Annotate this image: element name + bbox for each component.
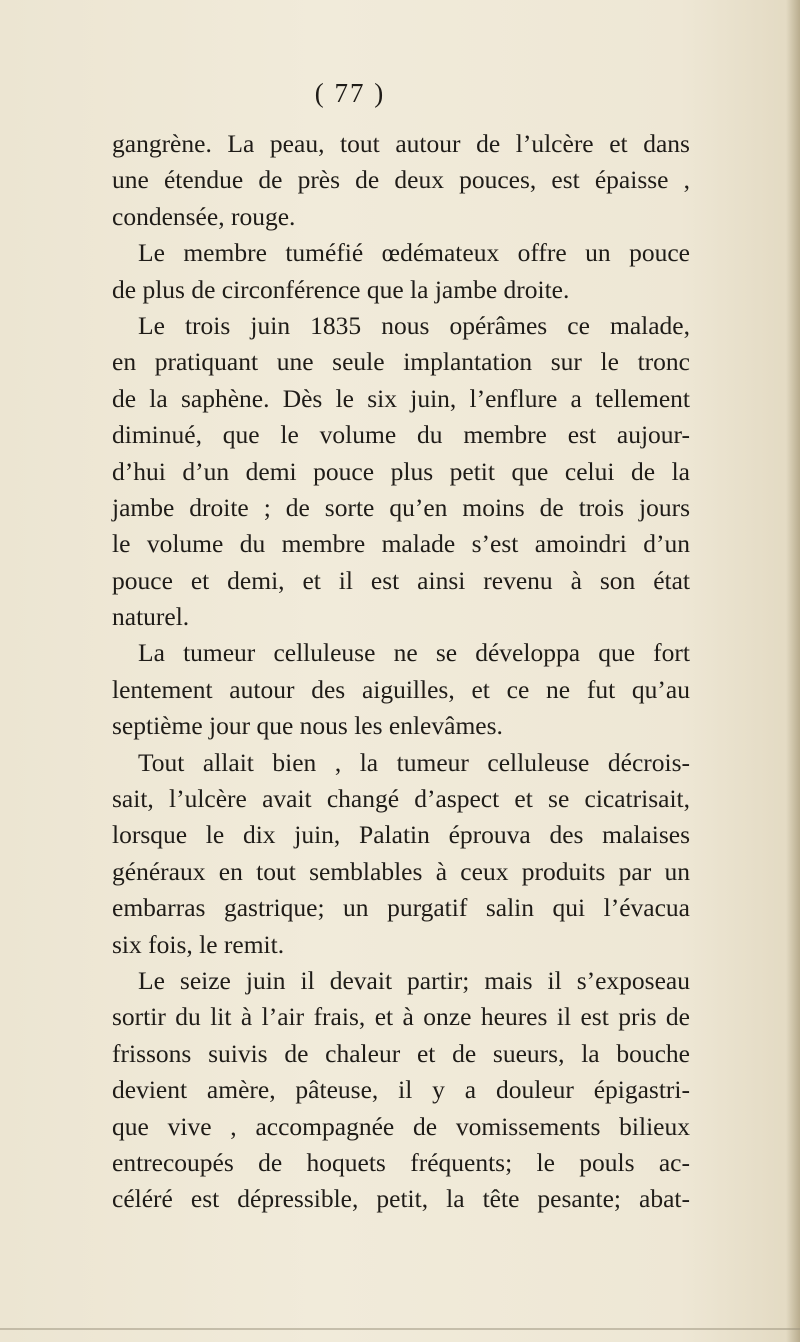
bottom-edge-line [0, 1328, 800, 1330]
text-line: pouce et demi, et il est ainsi revenu à son état [112, 565, 690, 595]
text-line: sait, l’ulcère avait changé d’aspect et se cicatrisait, [112, 784, 690, 814]
page-number: ( 77 ) [314, 78, 386, 108]
text-line: céléré est dépressible, petit, la tête pesante; abat- [112, 1184, 690, 1214]
body-text [112, 126, 690, 1218]
text-line: Le trois juin 1835 nous opérâmes ce malade, [138, 310, 690, 340]
page-edge-shadow [786, 0, 800, 1342]
text-line: le volume du membre malade s’est amoindri d’un [112, 529, 690, 559]
text-line: septième jour que nous les enlevâmes. [112, 711, 503, 741]
text-line: lentement autour des aiguilles, et ce ne fut qu’au [112, 674, 690, 704]
text-line: Tout allait bien , la tumeur celluleuse décrois- [138, 747, 690, 777]
text-line: La tumeur celluleuse ne se développa que fort [138, 638, 690, 668]
text-line: diminué, que le volume du membre est aujour- [112, 420, 690, 450]
text-line: six fois, le remit. [112, 929, 285, 959]
text-line: devient amère, pâteuse, il y a douleur épigastri- [112, 1075, 690, 1105]
text-line: en pratiquant une seule implantation sur le tronc [112, 347, 690, 377]
text-line: de plus de circonférence que la jambe droite. [112, 274, 570, 304]
text-line: entrecoupés de hoquets fréquents; le pouls ac- [112, 1147, 690, 1177]
text-line: une étendue de près de deux pouces, est épaisse , [112, 165, 690, 195]
text-line: Le seize juin il devait partir; mais il s’exposeau [138, 965, 690, 995]
text-line: jambe droite ; de sorte qu’en moins de trois jours [112, 492, 690, 522]
text-line: Le membre tuméfié œdémateux offre un pouce [138, 238, 690, 268]
text-line: lorsque le dix juin, Palatin éprouva des malaises [112, 820, 690, 850]
text-line: gangrène. La peau, tout autour de l’ulcère et dans [112, 129, 690, 158]
text-line: embarras gastrique; un purgatif salin qui l’évacua [112, 893, 690, 923]
text-line: d’hui d’un demi pouce plus petit que celui de la [112, 456, 690, 486]
text-line: de la saphène. Dès le six juin, l’enflure a tellement [112, 383, 690, 413]
text-line: sortir du lit à l’air frais, et à onze heures il est pris de [112, 1002, 690, 1032]
text-line: que vive , accompagnée de vomissements bilieux [112, 1111, 690, 1141]
text-line: condensée, rouge. [112, 201, 296, 231]
text-line: frissons suivis de chaleur et de sueurs, la bouche [112, 1038, 690, 1068]
text-line: naturel. [112, 602, 190, 632]
text-line: généraux en tout semblables à ceux produits par un [112, 856, 690, 886]
